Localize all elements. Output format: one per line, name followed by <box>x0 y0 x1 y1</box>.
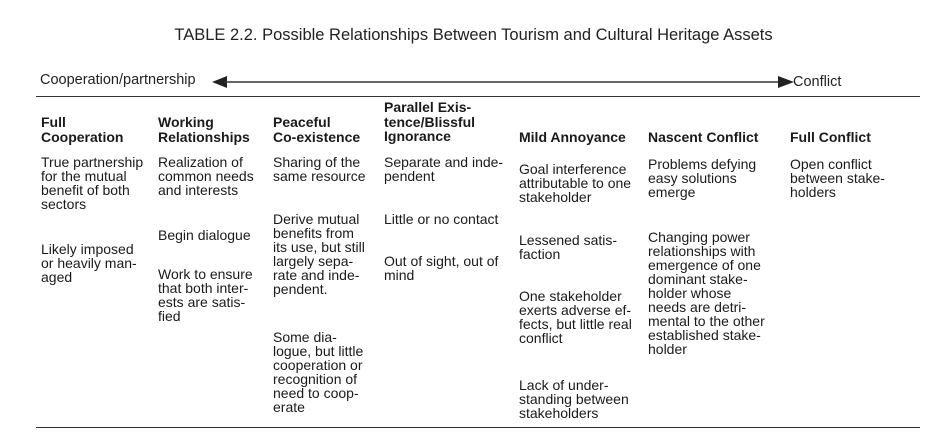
header-full-conflict: Full Conflict <box>790 129 871 145</box>
header-mild-annoyance: Mild Annoyance <box>519 129 626 145</box>
mild-annoyance-item-4: Lack of under- standing between stakeholders <box>519 377 629 421</box>
header-parallel-existence: Parallel Exis- tence/Blissful Ignorance <box>384 99 476 144</box>
nascent-conflict-item-1: Problems defying easy solutions emerge <box>648 156 757 200</box>
mild-annoyance-item-1: Goal interference attributable to one stakeholder <box>519 161 632 205</box>
working-relationships-item-3: Work to ensure that both inter- ests are satis- fied <box>158 266 253 324</box>
cooperation-conflict-spectrum <box>40 72 843 94</box>
top-rule <box>36 96 920 97</box>
working-relationships-item-2: Begin dialogue <box>158 227 251 243</box>
table-title: TABLE 2.2. Possible Relationships Between Tourism and Cultural Heritage Assets <box>174 26 773 44</box>
header-working-relationships: Working Relationships <box>158 114 250 145</box>
header-nascent-conflict: Nascent Conflict <box>648 129 759 145</box>
parallel-existence-item-1: Separate and inde- pendent <box>384 154 504 184</box>
peaceful-coexistence-item-2: Derive mutual benefits from its use, but still largely sepa- rate and inde- pendent. <box>273 211 365 297</box>
peaceful-coexistence-item-1: Sharing of the same resource <box>273 154 366 184</box>
full-conflict-item-1: Open conflict between stake- holders <box>790 156 885 200</box>
working-relationships-item-1: Realization of common needs and interests <box>158 154 254 198</box>
full-cooperation-item-1: True partnership for the mutual benefit of both sectors <box>41 154 144 212</box>
nascent-conflict-item-2: Changing power relationships with emergence of one dominant stake- holder whose needs are detri- mental to the other established stake- holder <box>648 229 765 357</box>
header-full-cooperation: Full Cooperation <box>41 114 124 145</box>
peaceful-coexistence-item-3: Some dia- logue, but little cooperation or recognition of need to coop- erate <box>273 329 364 415</box>
parallel-existence-item-2: Little or no contact <box>384 211 499 227</box>
full-cooperation-item-2: Likely imposed or heavily man- aged <box>41 241 137 285</box>
header-peaceful-coexistence: Peaceful Co-existence <box>273 114 361 145</box>
bottom-rule <box>36 427 920 428</box>
double-arrow-icon <box>210 73 794 93</box>
parallel-existence-item-3: Out of sight, out of mind <box>384 253 499 283</box>
spectrum-right-label: Conflict <box>793 74 842 90</box>
mild-annoyance-item-3: One stakeholder exerts adverse ef- fects, but little real conflict <box>519 288 632 346</box>
spectrum-left-label: Cooperation/partnership <box>40 72 196 88</box>
mild-annoyance-item-2: Lessened satis- faction <box>519 232 618 262</box>
